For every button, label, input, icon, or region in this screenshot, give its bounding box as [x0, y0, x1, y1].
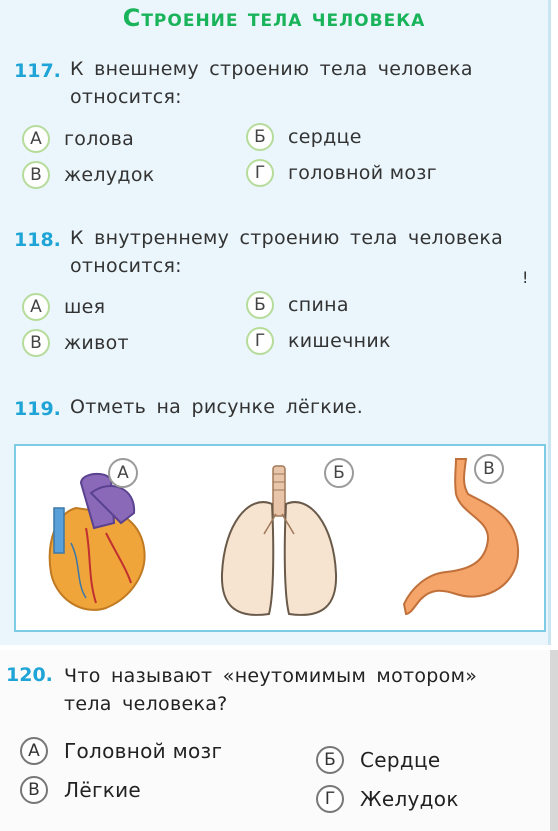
figure-letter-badge: А: [108, 458, 138, 488]
organs-figure: [14, 444, 546, 632]
question-120-number: 120.: [6, 664, 53, 686]
q118-option-c[interactable]: [22, 329, 129, 357]
option-label: головной мозг: [288, 162, 437, 184]
q118-option-a[interactable]: [22, 293, 105, 321]
option-label: Сердце: [360, 748, 441, 772]
question-117-line2: относится:: [70, 86, 182, 108]
question-120-line2: тела человека?: [64, 693, 228, 715]
option-label: желудок: [64, 164, 155, 186]
question-119-number: 119.: [14, 398, 61, 420]
q120-option-a[interactable]: [20, 737, 222, 765]
lungs-icon: [214, 464, 344, 624]
figure-option-stomach[interactable]: [396, 446, 544, 630]
option-label: Лёгкие: [64, 778, 142, 802]
question-118-line2: относится:: [70, 255, 182, 277]
question-117-number: 117.: [14, 60, 61, 82]
q120-option-b[interactable]: [316, 746, 441, 774]
figure-letter-badge: Б: [324, 458, 354, 488]
q120-option-c[interactable]: [20, 776, 141, 804]
stomach-icon: [396, 454, 536, 619]
option-label: голова: [64, 128, 135, 150]
q117-option-a[interactable]: [22, 125, 134, 153]
q117-option-d[interactable]: [246, 159, 437, 187]
figure-option-lungs[interactable]: [206, 446, 356, 630]
question-120-text: [64, 662, 534, 718]
option-letter-badge: Б: [246, 123, 274, 151]
option-letter-badge: В: [22, 329, 50, 357]
option-letter-badge: Б: [246, 291, 274, 319]
question-120-section: [0, 650, 558, 831]
page-edge-shadow: [550, 650, 558, 831]
page-title: Строение тела человека: [122, 4, 426, 32]
figure-letter-badge: В: [474, 454, 504, 484]
figure-option-heart[interactable]: [16, 446, 186, 630]
question-120-line1: Что называют «неутомимым мотором»: [64, 665, 478, 687]
option-letter-badge: Г: [316, 785, 344, 813]
option-letter-badge: Б: [316, 746, 344, 774]
option-letter-badge: В: [22, 161, 50, 189]
option-letter-badge: Г: [246, 159, 274, 187]
option-label: Головной мозг: [64, 739, 223, 763]
q117-option-c[interactable]: [22, 161, 155, 189]
option-label: шея: [64, 296, 106, 318]
option-letter-badge: Г: [246, 327, 274, 355]
q118-option-d[interactable]: [246, 327, 391, 355]
stray-mark: !: [522, 268, 529, 287]
q118-option-b[interactable]: [246, 291, 349, 319]
q120-option-d[interactable]: [316, 785, 459, 813]
question-119-text: Отметь на рисунке лёгкие.: [70, 396, 364, 418]
question-118-line1: К внутреннему строению тела человека: [70, 227, 504, 249]
option-letter-badge: А: [22, 125, 50, 153]
question-117-line1: К внешнему строению тела человека: [70, 58, 473, 80]
q117-option-b[interactable]: [246, 123, 362, 151]
option-label: Желудок: [360, 787, 459, 811]
option-letter-badge: А: [20, 737, 48, 765]
heart-icon: [36, 468, 156, 618]
option-label: сердце: [288, 126, 362, 148]
question-118-number: 118.: [14, 229, 61, 251]
option-label: живот: [64, 332, 129, 354]
option-label: спина: [288, 294, 349, 316]
option-label: кишечник: [288, 330, 391, 352]
option-letter-badge: В: [20, 776, 48, 804]
option-letter-badge: А: [22, 293, 50, 321]
